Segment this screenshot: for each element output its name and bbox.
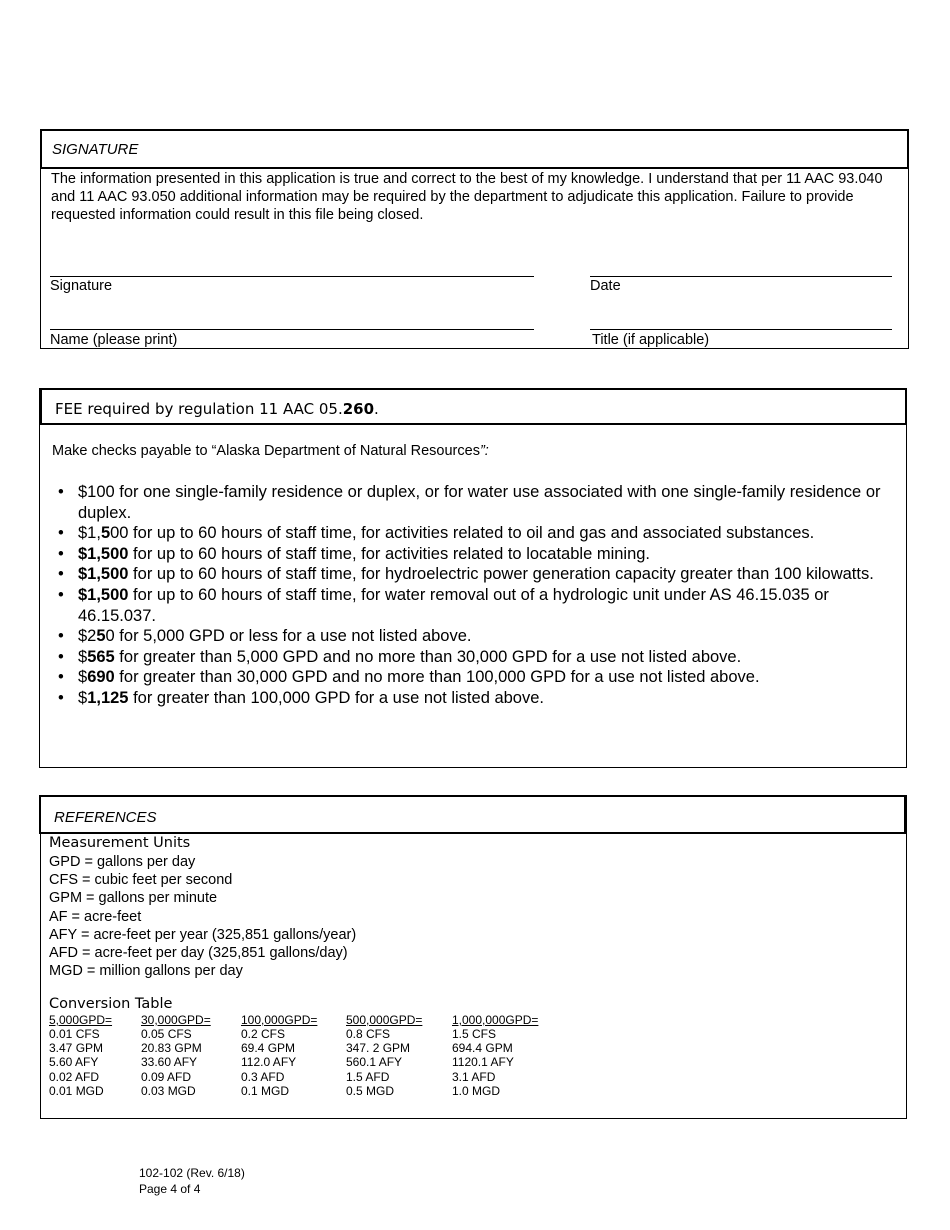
unit-definition: MGD = million gallons per day [49,963,243,980]
fee-item: • $1,500 for up to 60 hours of staff time, for hydroelectric power generation capacity greater than 100 kilowatts. [40,564,900,585]
conversion-cell: 0.5 MGD [346,1083,395,1098]
name-line[interactable] [50,329,534,330]
conversion-cell: 3.47 GPM [49,1041,104,1056]
signature-statement: The information presented in this application is true and correct to the best of my knowledge. I understand that per 11 AAC 93.040 and 11 AAC 93.050 additional information may be required by the department to adjudicate this application. Failure to provide requested information could result in this file being closed. [51,171,883,223]
conversion-table [49,1013,562,1098]
conversion-row [49,1070,562,1084]
unit-definition: GPM = gallons per minute [49,890,218,907]
unit-definition: CFS = cubic feet per second [49,872,233,889]
fee-item: • $565 for greater than 5,000 GPD and no more than 30,000 GPD for a use not listed above. [40,647,900,668]
fee-header [40,388,907,425]
conversion-cell: 0.8 CFS [346,1027,391,1041]
conversion-row [49,1027,562,1041]
date-line[interactable] [590,276,892,277]
signature-label: Signature [50,278,113,294]
unit-definition: AFD = acre-feet per day (325,851 gallons/day) [49,945,348,962]
conversion-cell: 1.5 CFS [452,1027,497,1041]
units-list [49,853,356,980]
signature-header [40,129,909,169]
conversion-cell: 1120.1 AFY [452,1055,514,1070]
conversion-cell: 69.4 GPM [241,1041,296,1056]
conversion-header: 100,000GPD= [241,1013,318,1027]
conversion-header: 30,000GPD= [141,1013,211,1027]
signature-heading: SIGNATURE [52,141,139,158]
conversion-cell: 20.83 GPM [141,1041,202,1056]
conversion-cell: 0.2 CFS [241,1027,286,1041]
form-number: 102-102 (Rev. 6/18) [139,1166,245,1180]
signature-line[interactable] [50,276,534,277]
name-label: Name (please print) [50,332,178,348]
unit-definition: AFY = acre-feet per year (325,851 gallons/year) [49,926,357,943]
conversion-cell: 0.05 CFS [141,1027,192,1041]
date-label: Date [590,278,621,294]
fee-payable-note: Make checks payable to “Alaska Department of Natural Resources”: [52,443,489,459]
units-title: Measurement Units [49,835,191,851]
conversion-row [49,1041,562,1055]
fee-item: • $100 for one single-family residence or duplex, or for water use associated with one single-family residence or duplex. [40,482,900,523]
page-number: Page 4 of 4 [139,1182,201,1196]
fee-list [40,482,900,709]
conversion-header: 5,000GPD= [49,1013,113,1027]
conversion-cell: 112.0 AFY [241,1055,297,1070]
fee-item: • $1,125 for greater than 100,000 GPD for a use not listed above. [40,688,900,709]
conversion-cell: 33.60 AFY [141,1055,198,1070]
title-line[interactable] [590,329,892,330]
conversion-cell: 1.0 MGD [452,1083,501,1098]
fee-item: • $690 for greater than 30,000 GPD and no more than 100,000 GPD for a use not listed above. [40,667,900,688]
conversion-row [49,1084,562,1098]
conversion-cell: 5.60 AFY [49,1055,99,1070]
fee-item: • $1,500 for up to 60 hours of staff time, for activities related to locatable mining. [40,544,900,565]
fee-item: • $250 for 5,000 GPD or less for a use not listed above. [40,626,900,647]
fee-item: • $1,500 for up to 60 hours of staff time, for water removal out of a hydrologic unit under AS 46.15.035 or 46.15.037. [40,585,900,626]
conversion-cell: 0.01 MGD [49,1083,104,1098]
conversion-title: Conversion Table [49,996,173,1012]
unit-definition: GPD = gallons per day [49,854,196,870]
conversion-cell: 0.3 AFD [241,1069,285,1084]
conversion-header: 1,000,000GPD= [452,1013,539,1027]
fee-item: • $1,500 for up to 60 hours of staff time, for activities related to oil and gas and associated substances. [40,523,900,544]
conversion-cell: 1.5 AFD [346,1069,390,1084]
title-label: Title (if applicable) [592,332,710,348]
conversion-row [49,1055,562,1069]
conversion-cell: 0.1 MGD [241,1083,290,1098]
conversion-cell: 0.09 AFD [141,1069,192,1084]
conversion-cell: 0.03 MGD [141,1083,196,1098]
unit-definition: AF = acre-feet [49,908,142,925]
fee-heading: FEE required by regulation 11 AAC 05.260. [55,400,379,418]
conversion-cell: 694.4 GPM [452,1041,513,1056]
conversion-header: 500,000GPD= [346,1013,423,1027]
references-header [39,795,906,834]
conversion-cell: 3.1 AFD [452,1069,496,1084]
conversion-cell: 0.02 AFD [49,1069,100,1084]
conversion-cell: 560.1 AFY [346,1055,403,1070]
conversion-cell: 0.01 CFS [49,1027,100,1041]
references-heading: REFERENCES [54,809,157,826]
conversion-cell: 347. 2 GPM [346,1041,411,1056]
